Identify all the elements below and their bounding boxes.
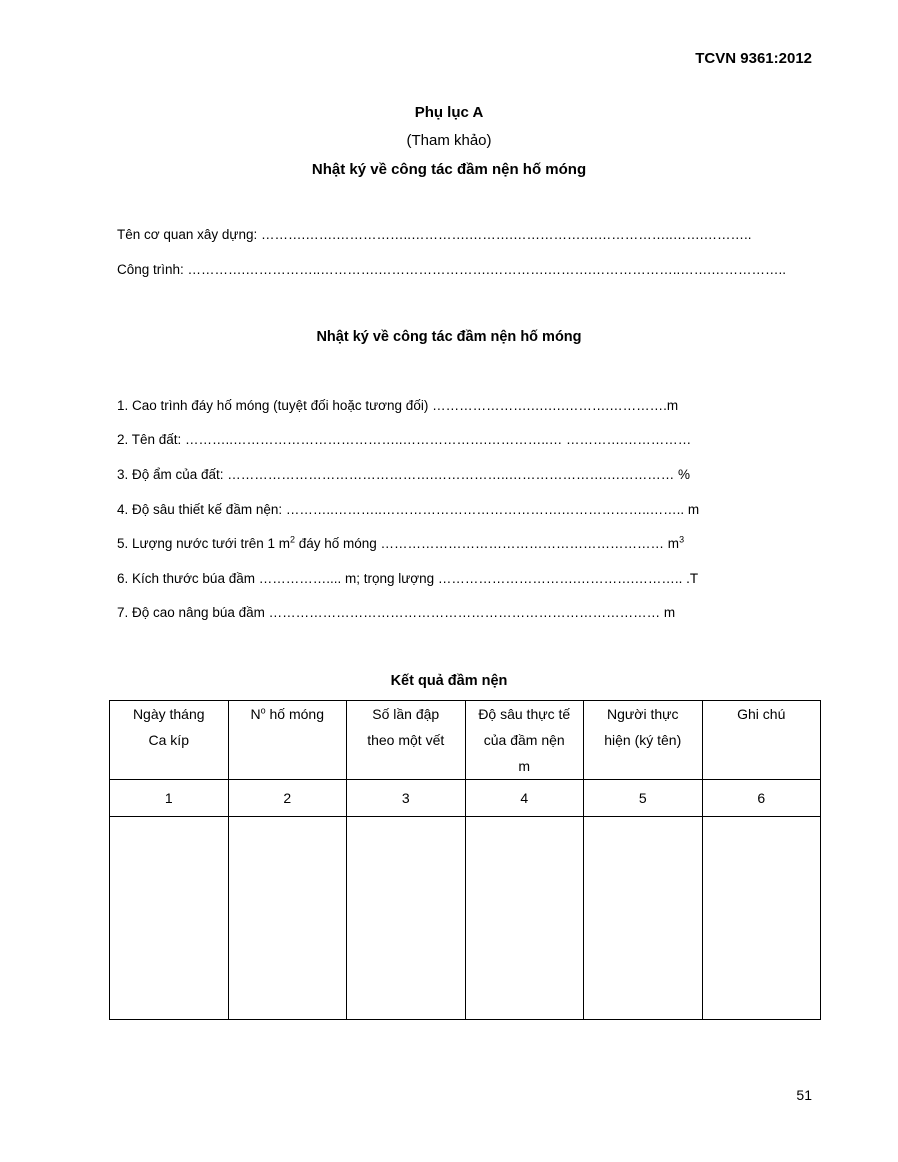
column-number: 4: [465, 780, 584, 817]
header-superscript: o: [260, 705, 266, 716]
column-number-row: [110, 780, 821, 817]
table-body-row: [110, 817, 821, 1020]
empty-cell: [465, 817, 584, 1020]
header-line: Độ sâu thực tế: [478, 706, 571, 722]
column-number: 2: [228, 780, 347, 817]
annex-title: Nhật ký về công tác đầm nện hố móng: [311, 161, 587, 178]
column-number: 1: [110, 780, 229, 817]
header-cell: [702, 701, 821, 780]
item-5-unit-exponent: 3: [679, 534, 685, 545]
annex-label: Phụ lục A: [414, 104, 484, 121]
header-cell: [465, 701, 584, 780]
item-1: 1. Cao trình đáy hố móng (tuyệt đối hoặc tương đối) ………………….….….……….………….m: [117, 398, 679, 413]
header-line: Ghi chú: [737, 706, 786, 722]
item-3: 3. Độ ẩm của đất: ……………………………………….……………..………………….…………… %: [117, 467, 691, 482]
column-number: 3: [347, 780, 466, 817]
header-cell: [584, 701, 703, 780]
agency-field: Tên cơ quan xây dựng: ……….…….……………..………….……….……………….……………..…….………..: [117, 227, 752, 242]
header-suffix: hố móng: [265, 706, 324, 722]
empty-cell: [584, 817, 703, 1020]
results-table: [109, 700, 821, 1020]
item-5: [117, 536, 684, 551]
column-number: 6: [702, 780, 821, 817]
results-title: Kết quả đầm nện: [390, 673, 508, 689]
log-subtitle: Nhật ký về công tác đầm nện hố móng: [316, 329, 582, 345]
header-line: m: [518, 758, 531, 774]
item-6: 6. Kích thước búa đầm …………….... m; trọng lượng ………………………….………….……….. .T: [117, 571, 699, 586]
item-2: 2. Tên đất: ………..………………………………..……………….…………..… ………….……………: [117, 432, 692, 447]
annex-reference: (Tham khảo): [406, 132, 492, 149]
item-4: 4. Độ sâu thiết kế đầm nện: ………..………..………………………………….………………..…….. m: [117, 502, 700, 517]
item-5-text: 5. Lượng nước tưới trên 1 m: [117, 536, 290, 551]
header-cell: [228, 701, 347, 780]
header-line: theo một vết: [367, 732, 445, 748]
table-header-row: [110, 701, 821, 780]
header-line: Số lần đập: [372, 706, 440, 722]
item-5-exponent: 2: [289, 534, 295, 545]
empty-cell: [702, 817, 821, 1020]
empty-cell: [110, 817, 229, 1020]
header-line: Người thực: [607, 706, 679, 722]
header-line: Ngày tháng: [132, 706, 205, 722]
header-line: của đầm nện: [483, 732, 565, 748]
standard-code: TCVN 9361:2012: [695, 50, 812, 67]
column-number: 5: [584, 780, 703, 817]
item-7: 7. Độ cao nâng búa đầm …………………………………………………………………………… m: [117, 605, 676, 620]
header-line: [229, 701, 347, 727]
header-line: hiện (ký tên): [604, 732, 682, 748]
item-5-text-after: đáy hố móng ……………………………………………………… m: [295, 536, 680, 551]
project-field: Công trình: ………….……………..………….…………………….………….……….………………..…….……………..: [117, 262, 787, 277]
header-cell: [347, 701, 466, 780]
empty-cell: [347, 817, 466, 1020]
header-cell: [110, 701, 229, 780]
empty-cell: [228, 817, 347, 1020]
header-prefix: N: [250, 706, 261, 722]
header-line: Ca kíp: [148, 732, 189, 748]
page-number: 51: [796, 1087, 812, 1103]
